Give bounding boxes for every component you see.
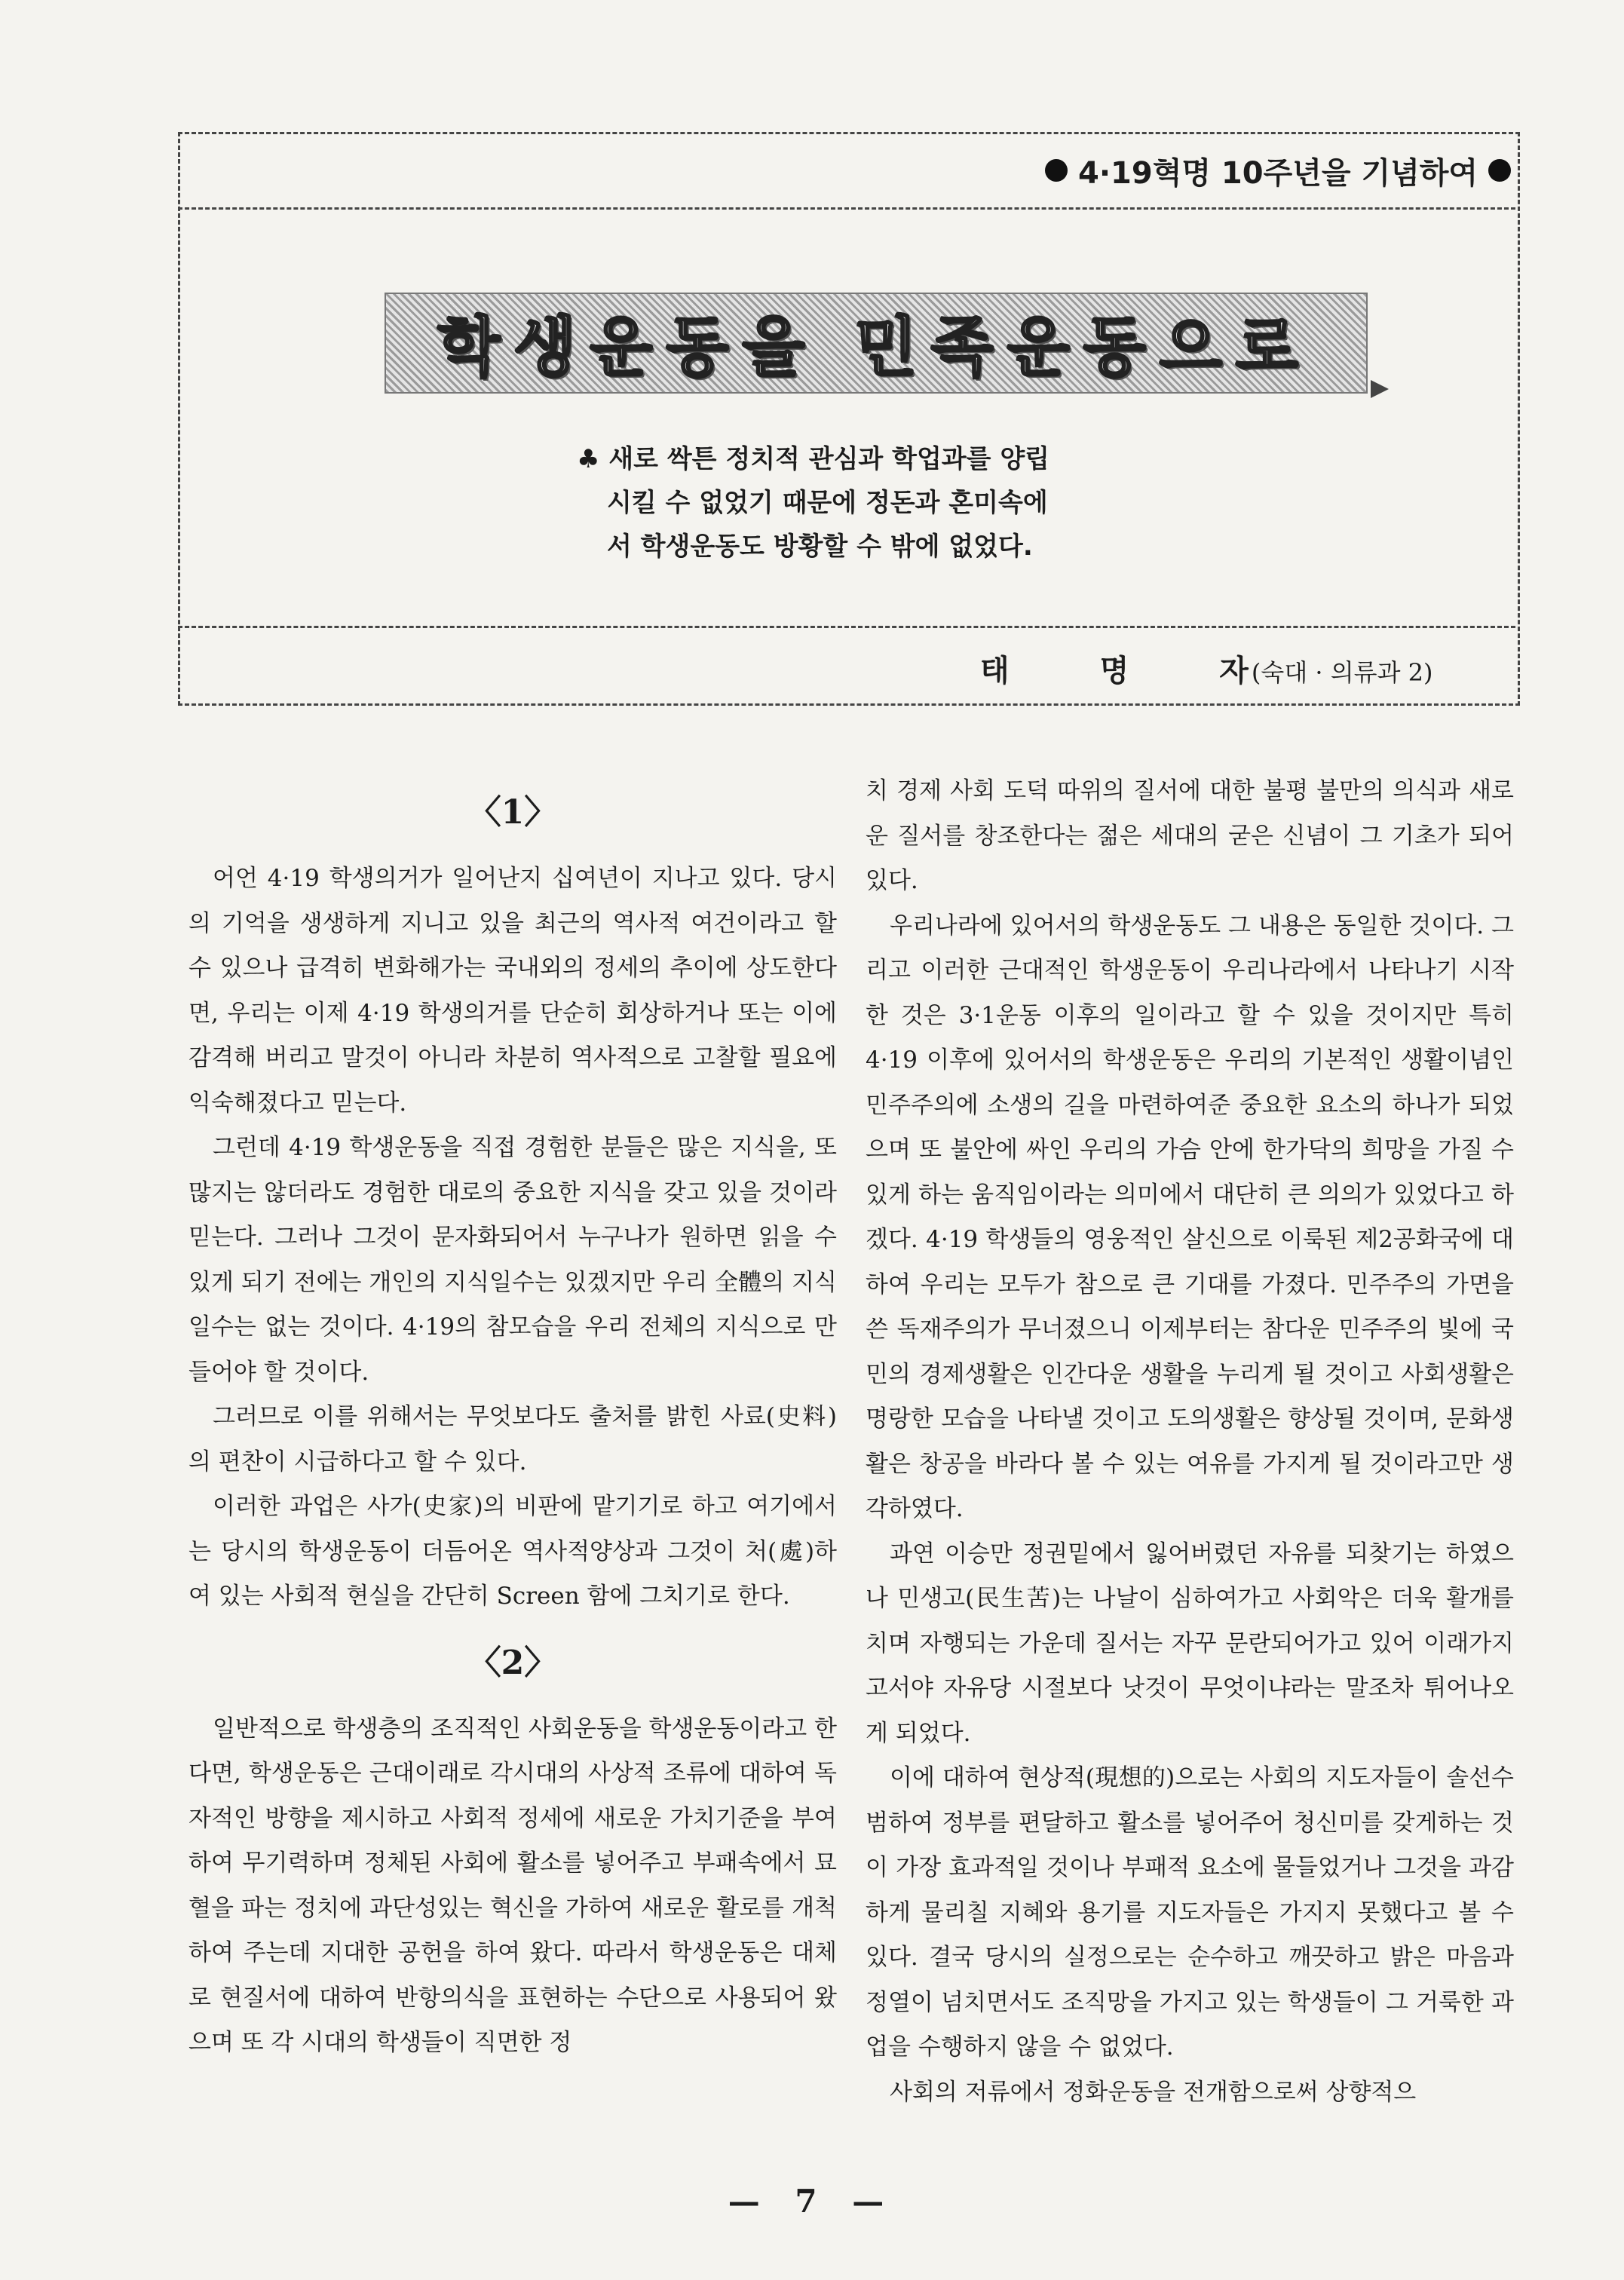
subtitle-line: ♣ 새로 싹튼 정치적 관심과 학업과를 양립 [577,444,1050,474]
header-frame [178,132,1520,706]
left-column [188,769,837,2066]
paragraph: 이러한 과업은 사가(史家)의 비판에 맡기기로 하고 여기에서는 당시의 학생운동이 더듬어온 역사적양상과 그것이 처(處)하여 있는 사회적 현실을 간단히 Screen 함에 그치기로 한다. [188,1493,837,1610]
bullet-dot-icon [1488,159,1511,182]
paragraph: 우리나라에 있어서의 학생운동도 그 내용은 동일한 것이다. 그리고 이러한 근대적인 학생운동이 우리나라에서 나타나기 시작한 것은 3·1운동 이후의 일이라고 할 수 있을 것이지만 특히 4·19 이후에 있어서의 학생운동은 우리의 기본적인 생활이념인 민주주의에 소생의 길을 마련하여준 중요한 요소의 하나가 되었으며 또 불안에 싸인 우리의 가슴 안에 한가닥의 희망을 가질 수 있게 하는 움직임이라는 의미에서 대단히 큰 의의가 있었다고 하겠다. 4·19 학생들의 영웅적인 살신으로 이룩된 제2공화국에 대하여 우리는 모두가 참으로 큰 기대를 가졌다. 민주주의 가면을 쓴 독재주의가 무너졌으니 이제부터는 참다운 민주주의 빛에 국민의 경제생활은 인간다운 생활을 누리게 될 것이고 사회생활은 명랑한 모습을 나타낼 것이고 도의생활은 향상될 것이며, 문화생활은 창공을 바라다 볼 수 있는 여유를 가지게 될 것이라고만 생각하였다. [866,912,1514,1522]
subtitle-line: 시킬 수 없었기 때문에 정돈과 혼미속에 [607,488,1048,518]
series-banner [1045,148,1511,193]
paragraph: 어언 4·19 학생의거가 일어난지 십여년이 지나고 있다. 당시의 기억을 생생하게 지니고 있을 최근의 역사적 여건이라고 할 수 있으나 급격히 변화해가는 국내외의 정세의 추이에 상도한다면, 우리는 이제 4·19 학생의거를 단순히 회상하거나 또는 이에 감격해 버리고 말것이 아니라 차분히 역사적으로 고찰할 필요에 익숙해졌다고 믿는다. [188,865,837,1117]
author-name-char: 태 [980,654,1010,688]
section-heading-2: 〈2〉 [467,1643,558,1682]
paragraph: 그러므로 이를 위해서는 무엇보다도 출처를 밝힌 사료(史料)의 편찬이 시급하다고 할 수 있다. [188,1403,837,1476]
author-byline [980,647,1478,690]
paragraph: 과연 이승만 정권밑에서 잃어버렸던 자유를 되찾기는 하였으나 민생고(民生苦)는 나날이 심하여가고 사회악은 더욱 활개를 치며 자행되는 가운데 질서는 자꾸 문란되어가고 있어 이래가지고서야 자유당 시절보다 낫것이 무엇이냐라는 말조차 튀어나오게 되었다. [866,1540,1514,1747]
header-author-rule [178,626,1515,628]
article-title: 학생운동을 민족운동으로 [437,310,1312,385]
paragraph: 일반적으로 학생층의 조직적인 사회운동을 학생운동이라고 한다면, 학생운동은 근대이래로 각시대의 사상적 조류에 대하여 독자적인 방향을 제시하고 사회적 정세에 새로운 가치기준을 부여하여 무기력하며 정체된 사회에 활소를 넣어주고 부패속에서 묘혈을 파는 정치에 과단성있는 혁신을 가하여 새로운 활로를 개척하여 주는데 지대한 공헌을 하여 왔다. 따라서 학생운동은 대체로 현질서에 대하여 반항의식을 표현하는 수단으로 사용되어 왔으며 또 각 시대의 학생들이 직면한 정 [188,1715,837,2056]
author-name-char: 자 [1219,654,1249,688]
paragraph: 치 경제 사회 도덕 따위의 질서에 대한 불평 불만의 의식과 새로운 질서를 창조한다는 젊은 세대의 굳은 신념이 그 기초가 되어 있다. [866,777,1514,894]
section-heading-1: 〈1〉 [467,793,558,832]
page-number: — 7 — [728,2183,896,2220]
author-affiliation: (숙대 · 의류과 2) [1251,658,1433,687]
paragraph: 이에 대하여 현상적(現想的)으로는 사회의 지도자들이 솔선수범하여 정부를 편달하고 활소를 넣어주어 청신미를 갖게하는 것이 가장 효과적일 것이나 부패적 요소에 물들었거나 그것을 과감하게 물리칠 지혜와 용기를 지도자들은 가지지 못했다고 볼 수 있다. 결국 당시의 실정으로는 순수하고 깨끗하고 밝은 마음과 정열이 넘치면서도 조직망을 가지고 있는 학생들이 그 거룩한 과업을 수행하지 않을 수 없었다. [866,1764,1514,2061]
right-column [866,769,1514,2115]
paragraph: 그런데 4·19 학생운동을 직접 경험한 분들은 많은 지식을, 또 많지는 않더라도 경험한 대로의 중요한 지식을 갖고 있을 것이라 믿는다. 그러나 그것이 문자화되어서 누구나가 원하면 읽을 수 있게 되기 전에는 개인의 지식일수는 있겠지만 우리 全體의 지식일수는 없는 것이다. 4·19의 참모습을 우리 전체의 지식으로 만들어야 할 것이다. [188,1134,837,1386]
article-subtitle [577,437,1331,568]
paragraph: 사회의 저류에서 정화운동을 전개함으로써 상향적으 [890,2078,1417,2106]
series-text: 4·19혁명 10주년을 기념하여 [1078,155,1478,191]
header-top-rule [178,207,1515,210]
bullet-dot-icon [1045,159,1068,182]
subtitle-line: 서 학생운동도 방황할 수 밖에 없었다. [607,532,1033,562]
author-name-char: 명 [1099,654,1129,688]
